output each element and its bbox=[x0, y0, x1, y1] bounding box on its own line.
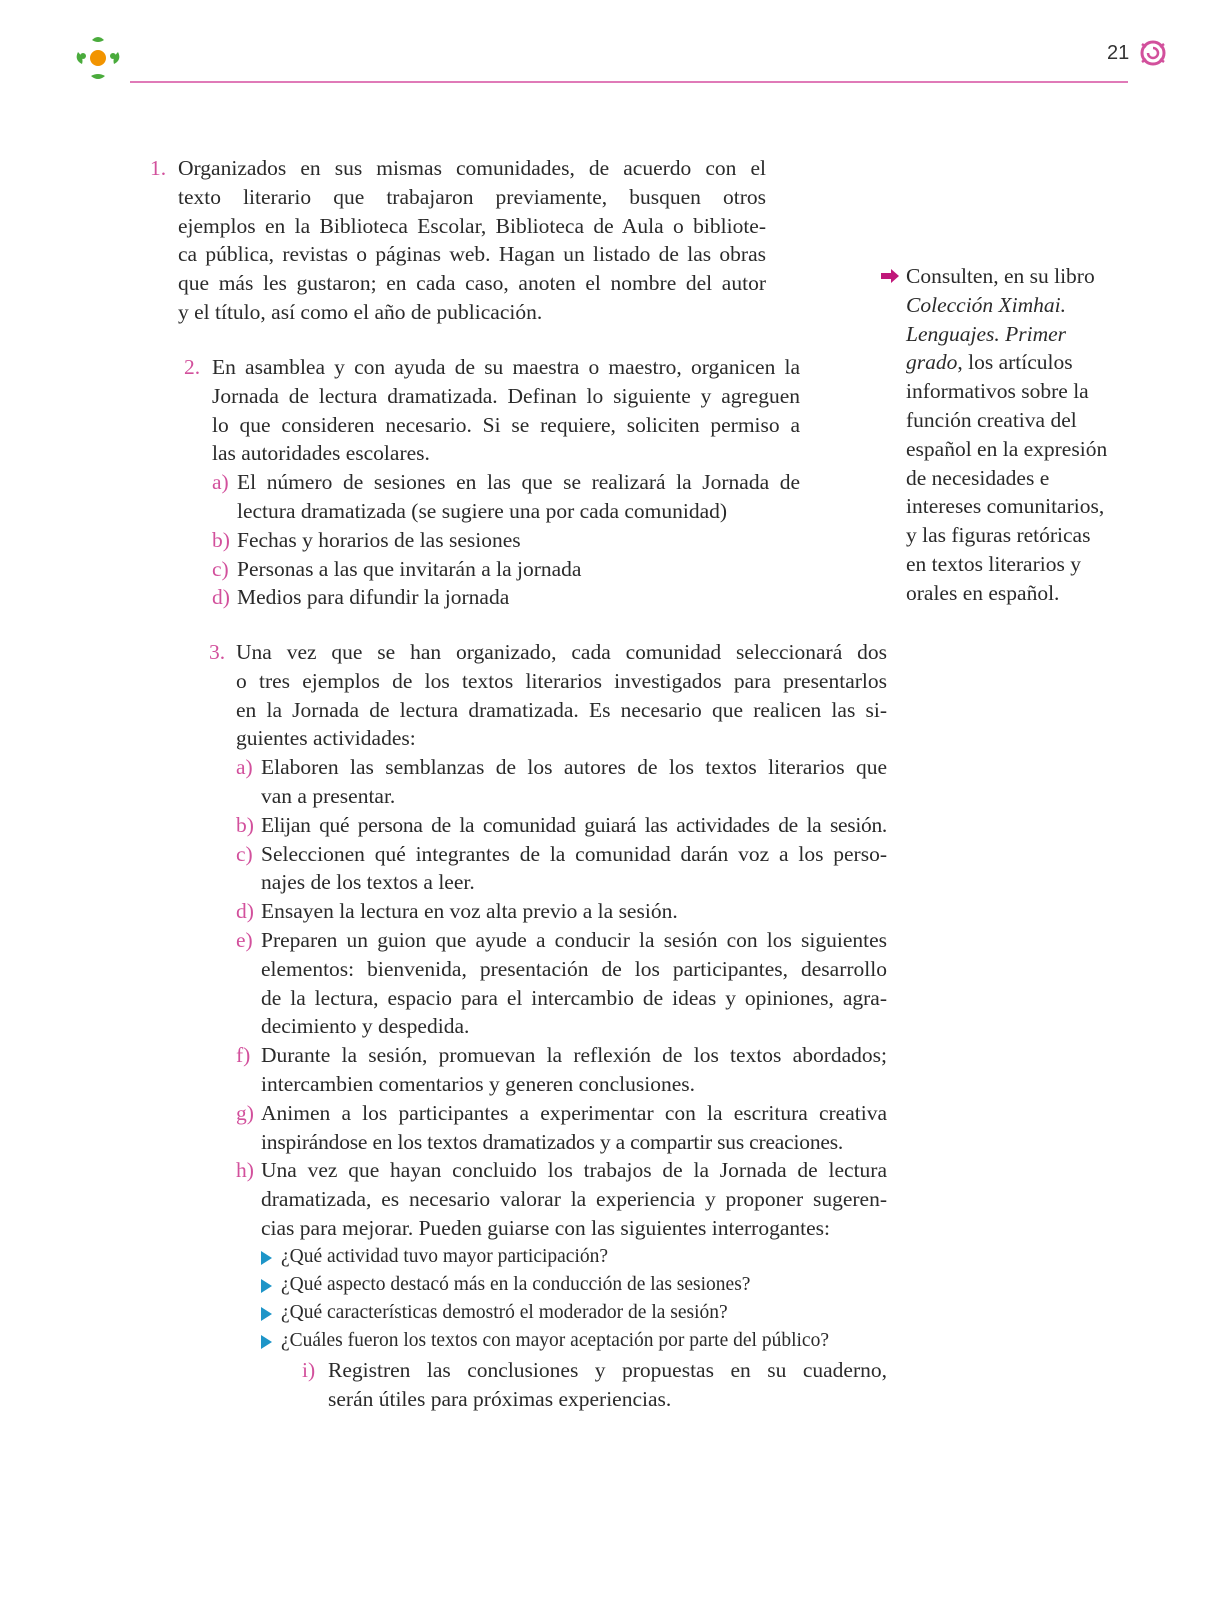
text-line: Jornada de lectura dramatizada. Definan lo siguiente y agreguen bbox=[212, 383, 800, 408]
text-line: Registren las conclusiones y propuestas en su cuaderno, bbox=[328, 1358, 887, 1382]
item-letter: f) bbox=[236, 1043, 251, 1068]
activity-2 bbox=[184, 353, 800, 612]
activity-text bbox=[178, 154, 766, 327]
sidebar-line bbox=[906, 320, 1130, 349]
bullet-list bbox=[261, 1243, 887, 1355]
text-line: dramatizada, es necesario valorar la experiencia y proponer sugeren- bbox=[261, 1187, 887, 1212]
list-item bbox=[236, 1099, 887, 1157]
item-letter: g) bbox=[236, 1100, 254, 1125]
item-text bbox=[328, 1356, 887, 1414]
item-letter: c) bbox=[212, 556, 229, 581]
text-line: decimiento y despedida. bbox=[261, 1014, 470, 1039]
sub-list bbox=[212, 468, 800, 612]
sidebar-line bbox=[906, 550, 1130, 579]
text-line: elementos: bienvenida, presentación de los participantes, desarrollo bbox=[261, 956, 887, 981]
item-letter: e) bbox=[236, 927, 253, 952]
sidebar-line bbox=[906, 406, 1130, 435]
sidebar-line bbox=[906, 348, 1130, 377]
header-rule bbox=[130, 81, 1128, 83]
sidebar-text-span: función creativa del bbox=[906, 407, 1077, 432]
text-line: las autoridades escolares. bbox=[212, 441, 430, 466]
sidebar-line bbox=[906, 262, 1130, 291]
list-item bbox=[236, 926, 887, 1041]
text-line: najes de los textos a leer. bbox=[261, 870, 475, 895]
text-line: lo que consideren necesario. Si se requiere, soliciten permiso a bbox=[212, 412, 800, 437]
text-line: Durante la sesión, promuevan la reflexión de los textos abordados; bbox=[261, 1043, 887, 1068]
text-line: o tres ejemplos de los textos literarios investigados para presentarlos bbox=[236, 668, 887, 693]
blue-triangle-bullet-icon bbox=[261, 1251, 272, 1265]
book-title-italic: Lenguajes. Primer bbox=[906, 321, 1067, 346]
text-line: ejemplos en la Biblioteca Escolar, Biblioteca de Aula o bibliote- bbox=[178, 213, 766, 238]
pink-swirl-ornament-icon bbox=[1138, 38, 1168, 68]
bullet-text: ¿Cuáles fueron los textos con mayor aceptación por parte del público? bbox=[281, 1329, 829, 1351]
activity-text bbox=[212, 353, 800, 468]
activity-1 bbox=[150, 154, 766, 327]
item-letter: c) bbox=[236, 841, 253, 866]
activity-3 bbox=[209, 638, 887, 1355]
text-line: Elaboren las semblanzas de los autores de los textos literarios que bbox=[261, 755, 887, 780]
blue-triangle-bullet-icon bbox=[261, 1307, 272, 1321]
item-letter: a) bbox=[236, 755, 253, 780]
list-item bbox=[212, 468, 800, 526]
text-line: van a presentar. bbox=[261, 783, 396, 808]
sidebar-line bbox=[906, 291, 1130, 320]
item-letter: i) bbox=[302, 1358, 316, 1382]
sidebar-text-span: español en la expresión bbox=[906, 436, 1108, 461]
text-line: inspirándose en los textos dramatizados y a compartir sus creaciones. bbox=[261, 1129, 844, 1154]
bullet-item bbox=[261, 1243, 887, 1271]
list-item bbox=[236, 840, 887, 898]
text-line: El número de sesiones en las que se realizará la Jornada de bbox=[237, 470, 800, 495]
text-line: Una vez que hayan concluido los trabajos de la Jornada de lectura bbox=[261, 1158, 887, 1183]
item-letter: d) bbox=[212, 585, 230, 610]
sidebar-line bbox=[906, 464, 1130, 493]
text-line: Medios para difundir la jornada bbox=[237, 585, 510, 610]
text-line: Ensayen la lectura en voz alta previo a la sesión. bbox=[261, 899, 678, 924]
sidebar-text-span: orales en español. bbox=[906, 580, 1060, 605]
bullet-item bbox=[261, 1271, 887, 1299]
bullet-text: ¿Qué aspecto destacó más en la conducción de las sesiones? bbox=[281, 1273, 751, 1295]
green-orange-flower-logo-icon bbox=[72, 34, 124, 84]
blue-triangle-bullet-icon bbox=[261, 1279, 272, 1293]
item-letter: h) bbox=[236, 1158, 254, 1183]
text-line: serán útiles para próximas experiencias. bbox=[328, 1386, 672, 1411]
bullet-text: ¿Qué actividad tuvo mayor participación? bbox=[281, 1245, 609, 1267]
page-number: 21 bbox=[1107, 42, 1130, 64]
sidebar-text-span: , los artículos bbox=[957, 350, 1073, 375]
text-line: guientes actividades: bbox=[236, 726, 416, 751]
text-line: Elijan qué persona de la comunidad guiará las actividades de la sesión. bbox=[261, 812, 887, 837]
bullet-item bbox=[261, 1299, 887, 1327]
sidebar-text-span: intereses comunitarios, bbox=[906, 494, 1105, 519]
sub-list bbox=[236, 753, 887, 1243]
list-item bbox=[236, 897, 887, 926]
list-item bbox=[236, 1156, 887, 1242]
sidebar-text-span: y las figuras retóricas bbox=[906, 523, 1091, 548]
text-line: cias para mejorar. Pueden guiarse con las siguientes interrogantes: bbox=[261, 1215, 830, 1240]
sidebar-text-span: informativos sobre la bbox=[906, 379, 1089, 404]
activity-number: 1. bbox=[150, 156, 167, 180]
text-line: de la lectura, espacio para el intercambio de ideas y opiniones, agra- bbox=[261, 985, 887, 1010]
book-title-italic: Colección Ximhai. bbox=[906, 292, 1067, 317]
text-line: en la Jornada de lectura dramatizada. Es necesario que realicen las si- bbox=[236, 697, 887, 722]
sidebar-text-span: en textos literarios y bbox=[906, 551, 1081, 576]
sidebar-note bbox=[880, 262, 1130, 608]
item-letter: b) bbox=[236, 812, 254, 837]
activity-text bbox=[236, 638, 887, 753]
sidebar-text-span: Consulten, en su libro bbox=[906, 264, 1095, 288]
sidebar-text bbox=[906, 262, 1130, 608]
text-line: Fechas y horarios de las sesiones bbox=[237, 527, 521, 552]
list-item bbox=[212, 583, 800, 612]
list-item bbox=[212, 526, 800, 555]
text-line: Animen a los participantes a experimentar con la escritura creativa bbox=[261, 1100, 887, 1125]
item-letter: b) bbox=[212, 527, 230, 552]
bullet-text: ¿Qué características demostró el moderador de la sesión? bbox=[281, 1301, 728, 1323]
sidebar-line bbox=[906, 377, 1130, 406]
text-line: que más les gustaron; en cada caso, anoten el nombre del autor bbox=[178, 271, 766, 296]
sidebar-line bbox=[906, 435, 1130, 464]
text-line: intercambien comentarios y generen conclusiones. bbox=[261, 1071, 696, 1096]
text-line: Preparen un guion que ayude a conducir la sesión con los siguientes bbox=[261, 927, 887, 952]
text-line: ca pública, revistas o páginas web. Hagan un listado de las obras bbox=[178, 242, 766, 267]
blue-triangle-bullet-icon bbox=[261, 1335, 272, 1349]
list-item bbox=[236, 753, 887, 811]
text-line: texto literario que trabajaron previamente, busquen otros bbox=[178, 184, 766, 209]
text-line: Personas a las que invitarán a la jornada bbox=[237, 556, 582, 581]
item-letter: d) bbox=[236, 899, 254, 924]
pink-arrow-icon bbox=[880, 268, 900, 284]
sidebar-line bbox=[906, 521, 1130, 550]
sidebar-line bbox=[906, 579, 1130, 608]
list-item bbox=[212, 555, 800, 584]
list-item bbox=[236, 1041, 887, 1099]
sidebar-text-span: de necesidades e bbox=[906, 465, 1050, 490]
text-line: Seleccionen qué integrantes de la comunidad darán voz a los perso- bbox=[261, 841, 887, 866]
bullet-item bbox=[261, 1327, 887, 1355]
item-letter: a) bbox=[212, 470, 229, 495]
text-line: Organizados en sus mismas comunidades, de acuerdo con el bbox=[178, 156, 766, 180]
text-line: Una vez que se han organizado, cada comunidad seleccionará dos bbox=[236, 640, 887, 664]
text-line: lectura dramatizada (se sugiere una por cada comunidad) bbox=[237, 498, 728, 523]
activity-number: 2. bbox=[184, 355, 201, 379]
list-item bbox=[236, 811, 887, 840]
activity-number: 3. bbox=[209, 640, 226, 664]
text-line: y el título, así como el año de publicación. bbox=[178, 299, 543, 324]
text-line: En asamblea y con ayuda de su maestra o maestro, organicen la bbox=[212, 355, 800, 379]
sidebar-line bbox=[906, 492, 1130, 521]
list-item-i bbox=[302, 1356, 887, 1414]
book-title-italic: grado bbox=[906, 350, 958, 375]
